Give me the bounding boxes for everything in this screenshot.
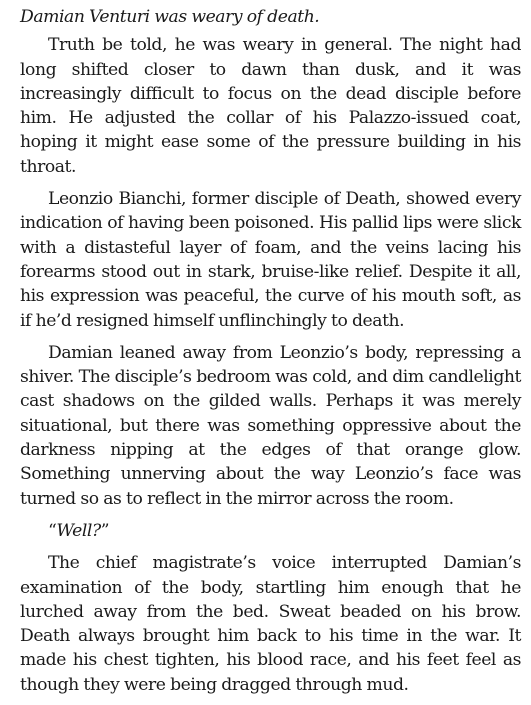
document-page <box>20 5 521 705</box>
dialogue-line <box>20 519 521 543</box>
close-quote: ” <box>100 520 110 541</box>
opening-line: Damian Venturi was weary of death. <box>20 7 320 27</box>
paragraph: Damian leaned away from Leonzio’s body, repressing a shiver. The disciple’s bedroom was cold, and dim candlelight cast shadows on the gilded walls. Perhaps it was merely situational, but there was something oppressive about the darkness nipping at the edges of that orange glow. Something unnerving about the way Leonzio’s face was turned so as to reflect in the mirror across the room. <box>20 342 521 509</box>
open-quote: “ <box>48 520 57 541</box>
paragraph: The chief magistrate’s voice interrupted Damian’s examination of the body, startling him enough that he lurched away from the bed. Sweat beaded on his brow. Death always brought him back to his time in the war. It made his chest tighten, his blood race, and his feet feel as though they were being dragged through mud. <box>20 553 521 695</box>
dialogue-text: Well? <box>56 520 101 541</box>
paragraph: Leonzio Bianchi, former disciple of Death, showed every indication of having been poisoned. His pallid lips were slick with a distasteful layer of foam, and the veins lacing his forearms stood out in stark, bruise-like relief. Despite it all, his expression was peaceful, the curve of his mouth soft, as if he’d resigned himself unflinchingly to death. <box>20 189 521 331</box>
paragraph: Truth be told, he was weary in general. The night had long shifted closer to dawn than dusk, and it was increasingly difficult to focus on the dead disciple before him. He adjusted the collar of his Palazzo-issued coat, hoping it might ease some of the pressure building in his throat. <box>20 35 521 177</box>
